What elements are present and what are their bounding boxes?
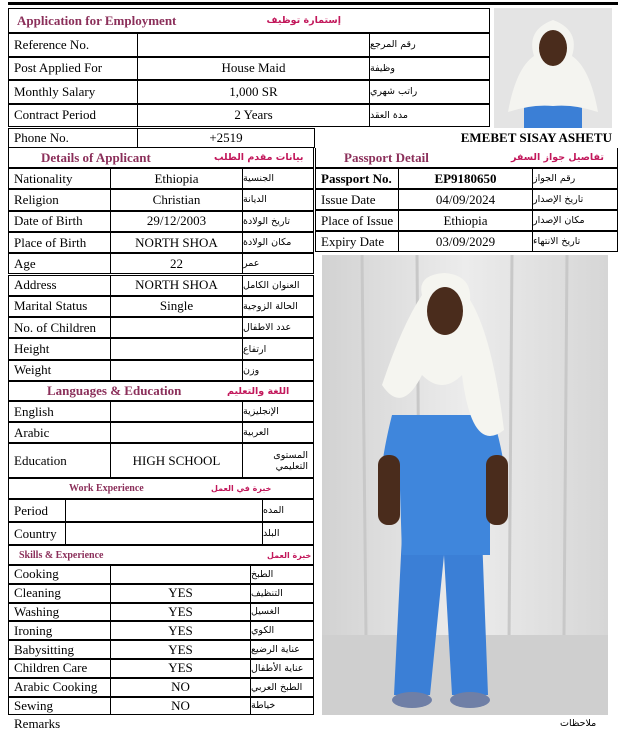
row-value: NO [110, 697, 251, 716]
row-label: Place of Birth [8, 232, 111, 253]
row-label-arabic: عمر [242, 253, 314, 274]
work-header [8, 478, 314, 499]
row-value [110, 401, 243, 422]
row-label-arabic: ارتفاع [242, 338, 314, 359]
form-title-arabic: إستمارة توظيف [266, 15, 341, 26]
row-label-arabic: مدة العقد [369, 104, 490, 128]
row-label-arabic: راتب شهري [369, 80, 490, 104]
row-label: Religion [8, 189, 111, 210]
row-value [65, 499, 263, 522]
passport-title: Passport Detail [344, 149, 429, 165]
row-value: HIGH SCHOOL [110, 443, 243, 478]
row-label-arabic: التنظيف [250, 584, 314, 603]
row-label-arabic: عناية الأطفال [250, 659, 314, 678]
row-value: YES [110, 659, 251, 678]
row-label: Cleaning [8, 584, 111, 603]
details-header [8, 148, 314, 168]
row-label-arabic: تاريخ الانتهاء [532, 231, 618, 252]
row-label-arabic: الطبخ [250, 565, 314, 584]
remarks-label: Remarks [14, 716, 61, 731]
languages-title: Languages & Education [47, 383, 182, 398]
row-label: Weight [8, 360, 111, 381]
row-label: Contract Period [8, 104, 138, 128]
phone-label: Phone No. [8, 128, 138, 148]
row-label-arabic: رقم الجواز [532, 168, 618, 189]
row-label: Nationality [8, 168, 111, 189]
row-label-arabic: رقم المرجع [369, 33, 490, 57]
row-label: Height [8, 338, 111, 359]
applicant-photo-small [494, 8, 612, 128]
row-value [110, 317, 243, 338]
row-value: 04/09/2024 [398, 189, 533, 210]
row-value: NORTH SHOA [110, 232, 243, 253]
details-title: Details of Applicant [41, 149, 151, 165]
row-label: Education [8, 443, 111, 478]
row-label: Address [8, 275, 111, 296]
row-label-arabic: المستوى التعليمي [242, 443, 314, 478]
row-value [137, 33, 370, 57]
skills-title-arabic: خبرة العمل [267, 550, 312, 560]
row-value [110, 360, 243, 381]
top-rule [8, 2, 618, 5]
row-label: Issue Date [315, 189, 399, 210]
row-label: Ironing [8, 621, 111, 640]
form-title: Application for Employment [17, 12, 177, 28]
row-label-arabic: تاريخ الولادة [242, 211, 314, 232]
row-value: 22 [110, 253, 243, 274]
row-label: No. of Children [8, 317, 111, 338]
row-label: Arabic Cooking [8, 678, 111, 697]
row-label: Post Applied For [8, 57, 138, 81]
row-value: YES [110, 584, 251, 603]
row-label-arabic: خياطة [250, 697, 314, 716]
row-label-arabic: الجنسية [242, 168, 314, 189]
row-label: Expiry Date [315, 231, 399, 252]
row-value: Christian [110, 189, 243, 210]
row-label-arabic: الغسيل [250, 603, 314, 622]
row-value: Ethiopia [398, 210, 533, 231]
row-label-arabic: الحالة الزوجية [242, 296, 314, 317]
row-value: 2 Years [137, 104, 370, 128]
row-value [110, 565, 251, 584]
row-label: Cooking [8, 565, 111, 584]
row-label: Country [8, 522, 66, 545]
row-label: Date of Birth [8, 211, 111, 232]
row-label-arabic: مكان الإصدار [532, 210, 618, 231]
row-value: NORTH SHOA [110, 275, 243, 296]
row-value: YES [110, 621, 251, 640]
row-label: Arabic [8, 422, 111, 443]
row-label-arabic: المده [262, 499, 314, 522]
row-label: Reference No. [8, 33, 138, 57]
passport-header [315, 148, 618, 168]
row-label: English [8, 401, 111, 422]
row-label-arabic: تاريخ الإصدار [532, 189, 618, 210]
row-label-arabic: وزن [242, 360, 314, 381]
languages-title-arabic: اللغة والتعليم [227, 385, 290, 397]
row-value [65, 522, 263, 545]
row-label-arabic: الكوي [250, 621, 314, 640]
applicant-photo-full [322, 255, 608, 715]
form-header [8, 8, 490, 33]
row-label: Age [8, 253, 111, 274]
row-label: Washing [8, 603, 111, 622]
remarks-label-arabic: ملاحظات [560, 718, 597, 729]
work-title: Work Experience [69, 483, 144, 494]
work-title-arabic: خبرة في العمل [211, 484, 272, 493]
row-label: Children Care [8, 659, 111, 678]
row-label-arabic: العنوان الكامل [242, 275, 314, 296]
row-label-arabic: البلد [262, 522, 314, 545]
row-value: 29/12/2003 [110, 211, 243, 232]
row-label: Place of Issue [315, 210, 399, 231]
row-value: YES [110, 640, 251, 659]
phone-value: +2519 [137, 128, 315, 148]
row-value [110, 422, 243, 443]
row-label-arabic: مكان الولادة [242, 232, 314, 253]
skills-header [8, 545, 314, 565]
row-label: Marital Status [8, 296, 111, 317]
applicant-name: EMEBET SISAY ASHETU [460, 130, 612, 145]
row-value [110, 338, 243, 359]
row-label-arabic: الديانة [242, 189, 314, 210]
row-value: EP9180650 [398, 168, 533, 189]
row-label: Babysitting [8, 640, 111, 659]
row-label-arabic: الطبخ العربي [250, 678, 314, 697]
row-label-arabic: العربية [242, 422, 314, 443]
languages-header [8, 381, 314, 401]
row-label-arabic: عدد الاطفال [242, 317, 314, 338]
row-value: Ethiopia [110, 168, 243, 189]
passport-title-arabic: تفاصيل جواز السفر [511, 152, 604, 163]
row-label: Passport No. [315, 168, 399, 189]
details-title-arabic: بيانات مقدم الطلب [214, 152, 304, 163]
skills-title: Skills & Experience [19, 549, 104, 561]
row-value: YES [110, 603, 251, 622]
row-label: Period [8, 499, 66, 522]
row-label: Sewing [8, 697, 111, 716]
row-label-arabic: وظيفة [369, 57, 490, 81]
row-value: 03/09/2029 [398, 231, 533, 252]
row-value: 1,000 SR [137, 80, 370, 104]
row-label-arabic: الإنجليزية [242, 401, 314, 422]
row-value: NO [110, 678, 251, 697]
row-value: House Maid [137, 57, 370, 81]
row-value: Single [110, 296, 243, 317]
row-label: Monthly Salary [8, 80, 138, 104]
row-label-arabic: عناية الرضيع [250, 640, 314, 659]
